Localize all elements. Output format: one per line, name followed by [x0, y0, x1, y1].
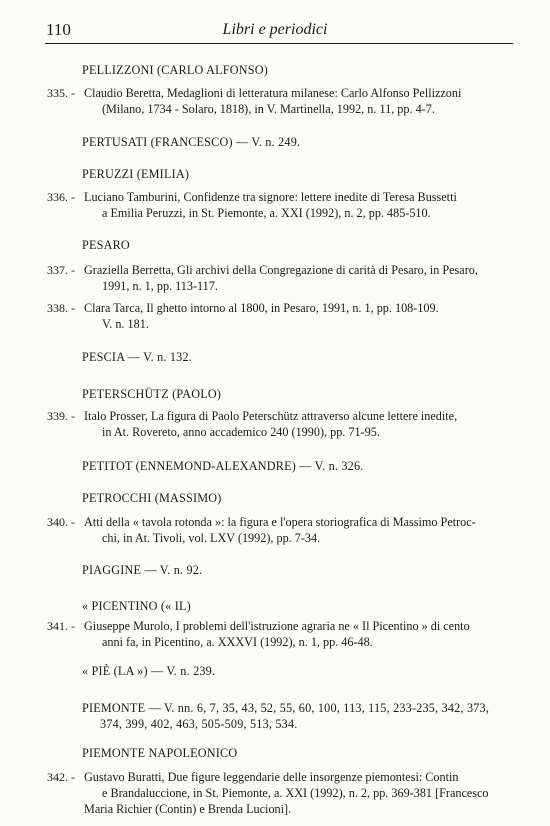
entry-line: Graziella Berretta, Gli archivi della Congregazione di carità di Pesaro, in Pesaro, — [84, 263, 478, 277]
entry-number: 337. - — [47, 263, 75, 277]
entry-line: anni fa, in Picentino, a. XXXVI (1992), n. 1, pp. 46-48. — [102, 635, 373, 649]
bibliography-entry — [84, 300, 514, 332]
index-heading: PERUZZI (EMILIA) — [82, 167, 190, 181]
index-heading: PESARO — [82, 238, 130, 252]
index-heading: PERTUSATI (FRANCESCO) — V. n. 249. — [82, 135, 301, 149]
index-heading: « PIÈ (LA ») — V. n. 239. — [82, 664, 216, 678]
entry-line: (Milano, 1734 - Solaro, 1818), in V. Martinella, 1992, n. 11, pp. 4-7. — [102, 102, 435, 116]
entry-line: Atti della « tavola rotonda »: la figura e l'opera storiografica di Massimo Petroc- — [84, 515, 476, 529]
entry-line: a Emilia Peruzzi, in St. Piemonte, a. XXI (1992), n. 2, pp. 485-510. — [102, 206, 431, 220]
bibliography-entry — [84, 189, 514, 221]
entry-line: Claudio Beretta, Medaglioni di letteratura milanese: Carlo Alfonso Pellizzoni — [84, 86, 462, 100]
entry-line: Maria Richier (Contin) e Brenda Lucioni]. — [84, 802, 292, 816]
entry-line: V. n. 181. — [102, 317, 149, 331]
entry-number: 335. - — [47, 86, 75, 100]
entry-number: 339. - — [47, 409, 75, 423]
entry-number: 341. - — [47, 619, 75, 633]
index-heading: PETITOT (ENNEMOND-ALEXANDRE) — V. n. 326. — [82, 459, 364, 473]
page-number: 110 — [46, 20, 71, 39]
index-heading: PELLIZZONI (CARLO ALFONSO) — [82, 63, 268, 77]
entry-number: 340. - — [47, 515, 75, 529]
entry-line: 1991, n. 1, pp. 113-117. — [102, 279, 218, 293]
entry-number: 336. - — [47, 190, 75, 204]
index-heading-continuation: 374, 399, 402, 463, 505-509, 513, 534. — [100, 717, 298, 731]
entry-number: 338. - — [47, 301, 75, 315]
bibliography-entry — [84, 769, 514, 817]
entry-line: Luciano Tamburini, Confidenze tra signore: lettere inedite di Teresa Bussetti — [84, 190, 457, 204]
index-heading: PIEMONTE NAPOLEONICO — [82, 746, 238, 760]
entry-line: Gustavo Buratti, Due figure leggendarie delle insorgenze piemontesi: Contin — [84, 770, 459, 784]
bibliography-entry — [84, 262, 514, 294]
index-heading: PETROCCHI (MASSIMO) — [82, 491, 222, 505]
running-title: Libri e periodici — [222, 21, 328, 38]
entry-line: e Brandaluccione, in St. Piemonte, a. XXI (1992), n. 2, pp. 369-381 [Francesco — [102, 786, 489, 800]
bibliography-entry — [84, 408, 514, 440]
entry-line: Italo Prosser, La figura di Paolo Peterschütz attraverso alcune lettere inedite, — [84, 409, 458, 423]
entry-line: chi, in At. Tivoli, vol. LXV (1992), pp. 7-34. — [102, 531, 321, 545]
index-heading: PESCIA — V. n. 132. — [82, 350, 193, 364]
bibliography-entry — [84, 85, 514, 117]
bibliography-entry — [84, 618, 514, 650]
entry-line: in At. Rovereto, anno accademico 240 (1990), pp. 71-95. — [102, 425, 380, 439]
index-heading: PETERSCHÜTZ (PAOLO) — [82, 387, 222, 401]
entry-number: 342. - — [47, 770, 75, 784]
entry-line: Clara Tarca, Il ghetto intorno al 1800, in Pesaro, 1991, n. 1, pp. 108-109. — [84, 301, 439, 315]
header-rule — [45, 43, 513, 44]
index-heading: « PICENTINO (« IL) — [82, 599, 191, 613]
index-heading: PIEMONTE — V. nn. 6, 7, 35, 43, 52, 55, 60, 100, 113, 115, 233-235, 342, 373, — [82, 701, 490, 715]
bibliography-entry — [84, 514, 514, 546]
index-heading: PIAGGINE — V. n. 92. — [82, 563, 203, 577]
entry-line: Giuseppe Murolo, I problemi dell'istruzione agraria ne « Il Picentino » di cento — [84, 619, 470, 633]
